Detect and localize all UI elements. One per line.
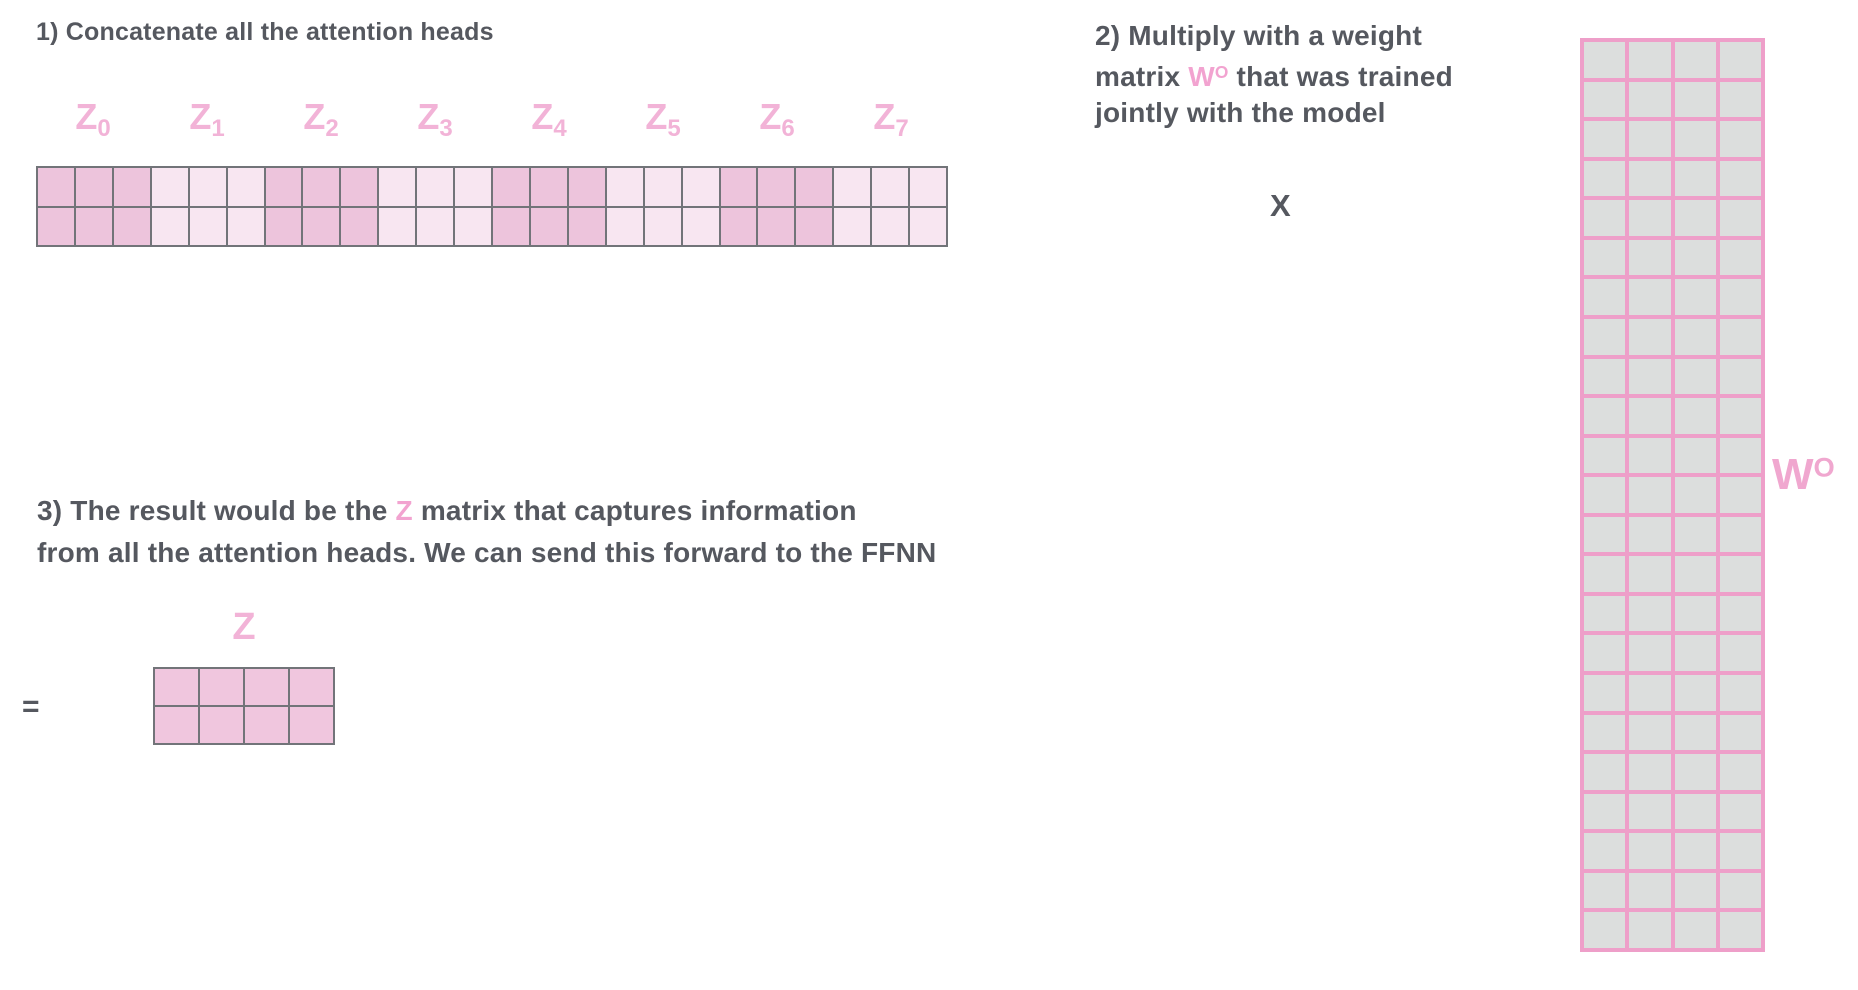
- head-label-sub: 4: [553, 115, 567, 142]
- matrix-cell: [1629, 279, 1670, 315]
- matrix-cell: [1675, 596, 1716, 632]
- step1-title: 1) Concatenate all the attention heads: [36, 18, 494, 46]
- matrix-cell: [1675, 635, 1716, 671]
- matrix-cell: [417, 208, 453, 246]
- step3-title: [37, 490, 936, 574]
- matrix-cell: [1720, 794, 1761, 830]
- matrix-cell: [1584, 715, 1625, 751]
- wo-matrix-label: [1772, 450, 1835, 500]
- wo-label-sup: O: [1813, 451, 1835, 483]
- head-label-base: Z: [189, 96, 212, 137]
- matrix-cell: [1675, 477, 1716, 513]
- matrix-cell: [455, 208, 491, 246]
- matrix-cell: [190, 208, 226, 246]
- equals-operator: =: [22, 690, 40, 723]
- matrix-cell: [76, 168, 112, 206]
- matrix-cell: [1629, 200, 1670, 236]
- matrix-cell: [1584, 635, 1625, 671]
- matrix-cell: [266, 208, 302, 246]
- matrix-cell: [1675, 517, 1716, 553]
- matrix-cell: [1629, 121, 1670, 157]
- matrix-cell: [1584, 121, 1625, 157]
- matrix-cell: [1720, 912, 1761, 948]
- multiply-operator: X: [1270, 188, 1291, 223]
- matrix-cell: [379, 168, 415, 206]
- matrix-cell: [1675, 240, 1716, 276]
- matrix-cell: [683, 168, 719, 206]
- matrix-cell: [645, 208, 681, 246]
- matrix-cell: [190, 168, 226, 206]
- head-label-base: Z: [303, 96, 326, 137]
- matrix-cell: [1675, 754, 1716, 790]
- matrix-cell: [152, 168, 188, 206]
- head-labels-row: [36, 94, 948, 144]
- step3-line1-before: 3) The result would be the: [37, 495, 396, 526]
- matrix-cell: [114, 168, 150, 206]
- matrix-cell: [1629, 438, 1670, 474]
- matrix-cell: [531, 208, 567, 246]
- matrix-cell: [228, 208, 264, 246]
- matrix-cell: [569, 208, 605, 246]
- matrix-cell: [1675, 359, 1716, 395]
- matrix-cell: [1720, 279, 1761, 315]
- step2-title-line1: 2) Multiply with a weight: [1095, 20, 1422, 51]
- head-label-sub: 7: [895, 115, 909, 142]
- matrix-cell: [1629, 715, 1670, 751]
- matrix-cell: [1584, 556, 1625, 592]
- matrix-cell: [531, 168, 567, 206]
- matrix-cell: [1675, 398, 1716, 434]
- matrix-cell: [1675, 873, 1716, 909]
- matrix-cell: [834, 208, 870, 246]
- matrix-cell: [1720, 240, 1761, 276]
- head-label-sub: 1: [211, 115, 225, 142]
- matrix-cell: [1675, 556, 1716, 592]
- matrix-cell: [493, 208, 529, 246]
- matrix-cell: [645, 168, 681, 206]
- matrix-cell: [1584, 82, 1625, 118]
- head-label-z6: [720, 94, 834, 144]
- head-label-z4: [492, 94, 606, 144]
- matrix-cell: [1629, 596, 1670, 632]
- matrix-cell: [1720, 200, 1761, 236]
- matrix-cell: [1675, 42, 1716, 78]
- matrix-cell: [1629, 873, 1670, 909]
- step2-title-line3: jointly with the model: [1095, 96, 1386, 128]
- matrix-cell: [1720, 121, 1761, 157]
- matrix-cell: [1675, 794, 1716, 830]
- matrix-cell: [290, 669, 333, 705]
- matrix-cell: [910, 208, 946, 246]
- matrix-cell: [1584, 794, 1625, 830]
- matrix-cell: [1720, 873, 1761, 909]
- step3-title-line2: from all the attention heads. We can send this forward to the FFNN: [37, 537, 937, 568]
- matrix-cell: [379, 208, 415, 246]
- matrix-cell: [1675, 121, 1716, 157]
- matrix-cell: [607, 208, 643, 246]
- matrix-cell: [758, 208, 794, 246]
- matrix-cell: [1629, 42, 1670, 78]
- matrix-cell: [1720, 596, 1761, 632]
- head-label-z5: [606, 94, 720, 144]
- matrix-cell: [1629, 754, 1670, 790]
- matrix-cell: [721, 168, 757, 206]
- matrix-cell: [1584, 359, 1625, 395]
- wo-inline-sup: O: [1214, 62, 1229, 82]
- head-label-sub: 3: [439, 115, 453, 142]
- matrix-cell: [1720, 359, 1761, 395]
- matrix-cell: [1584, 675, 1625, 711]
- matrix-cell: [1675, 675, 1716, 711]
- matrix-cell: [245, 707, 288, 743]
- matrix-cell: [1675, 319, 1716, 355]
- matrix-cell: [1584, 754, 1625, 790]
- matrix-cell: [341, 208, 377, 246]
- matrix-cell: [200, 669, 243, 705]
- head-label-base: Z: [759, 96, 782, 137]
- step2-line2-before: matrix: [1095, 60, 1189, 92]
- matrix-cell: [76, 208, 112, 246]
- matrix-cell: [1629, 833, 1670, 869]
- head-label-base: Z: [873, 96, 896, 137]
- matrix-cell: [872, 168, 908, 206]
- matrix-cell: [1720, 398, 1761, 434]
- matrix-cell: [1675, 715, 1716, 751]
- step2-title: [1095, 18, 1453, 131]
- matrix-cell: [1720, 635, 1761, 671]
- matrix-cell: [455, 168, 491, 206]
- matrix-cell: [1720, 319, 1761, 355]
- matrix-cell: [1720, 517, 1761, 553]
- matrix-cell: [721, 208, 757, 246]
- matrix-cell: [38, 208, 74, 246]
- matrix-cell: [796, 168, 832, 206]
- wo-label-base: W: [1772, 450, 1814, 499]
- head-label-z1: [150, 94, 264, 144]
- matrix-cell: [303, 168, 339, 206]
- head-label-sub: 2: [325, 115, 339, 142]
- matrix-cell: [1629, 517, 1670, 553]
- step2-title-line2: [1095, 54, 1453, 95]
- matrix-cell: [1629, 161, 1670, 197]
- matrix-cell: [1629, 359, 1670, 395]
- matrix-cell: [872, 208, 908, 246]
- head-label-base: Z: [531, 96, 554, 137]
- matrix-cell: [1584, 279, 1625, 315]
- matrix-cell: [1629, 319, 1670, 355]
- matrix-cell: [200, 707, 243, 743]
- matrix-cell: [1584, 873, 1625, 909]
- matrix-cell: [1720, 477, 1761, 513]
- step3-line1-after: matrix that captures information: [412, 495, 857, 526]
- matrix-cell: [266, 168, 302, 206]
- matrix-cell: [1720, 715, 1761, 751]
- matrix-cell: [303, 208, 339, 246]
- matrix-cell: [1629, 398, 1670, 434]
- matrix-cell: [1675, 161, 1716, 197]
- matrix-cell: [1584, 200, 1625, 236]
- matrix-cell: [38, 168, 74, 206]
- matrix-cell: [758, 168, 794, 206]
- matrix-cell: [1584, 161, 1625, 197]
- matrix-cell: [1584, 319, 1625, 355]
- matrix-cell: [1584, 517, 1625, 553]
- matrix-cell: [493, 168, 529, 206]
- head-label-base: Z: [75, 96, 98, 137]
- matrix-cell: [290, 707, 333, 743]
- matrix-cell: [1675, 279, 1716, 315]
- head-label-sub: 6: [781, 115, 795, 142]
- matrix-cell: [1584, 438, 1625, 474]
- head-label-z2: [264, 94, 378, 144]
- matrix-cell: [1629, 794, 1670, 830]
- matrix-cell: [1629, 635, 1670, 671]
- matrix-cell: [1629, 477, 1670, 513]
- matrix-cell: [1629, 82, 1670, 118]
- matrix-cell: [1629, 675, 1670, 711]
- matrix-cell: [607, 168, 643, 206]
- matrix-cell: [341, 168, 377, 206]
- step2-line2-after: that was trained: [1228, 60, 1453, 92]
- matrix-cell: [910, 168, 946, 206]
- head-label-z3: [378, 94, 492, 144]
- matrix-cell: [1584, 477, 1625, 513]
- matrix-cell: [228, 168, 264, 206]
- matrix-cell: [1720, 833, 1761, 869]
- matrix-cell: [1584, 912, 1625, 948]
- matrix-cell: [1584, 42, 1625, 78]
- head-label-z7: [834, 94, 948, 144]
- matrix-cell: [796, 208, 832, 246]
- z-result-matrix: [153, 667, 335, 745]
- step3-title-line1: [37, 490, 936, 532]
- matrix-cell: [1629, 912, 1670, 948]
- z-inline-symbol: Z: [395, 495, 413, 526]
- matrix-cell: [1675, 912, 1716, 948]
- head-label-base: Z: [645, 96, 668, 137]
- head-label-sub: 5: [667, 115, 681, 142]
- matrix-cell: [1629, 556, 1670, 592]
- matrix-cell: [1720, 675, 1761, 711]
- matrix-cell: [1720, 161, 1761, 197]
- head-label-z0: [36, 94, 150, 144]
- matrix-cell: [245, 669, 288, 705]
- matrix-cell: [1675, 200, 1716, 236]
- matrix-cell: [155, 669, 198, 705]
- wo-inline-base: W: [1188, 60, 1215, 92]
- head-label-sub: 0: [97, 115, 111, 142]
- wo-weight-matrix: [1580, 38, 1765, 952]
- head-label-base: Z: [417, 96, 440, 137]
- z-result-label: Z: [232, 606, 256, 648]
- matrix-cell: [683, 208, 719, 246]
- matrix-cell: [1675, 833, 1716, 869]
- matrix-cell: [155, 707, 198, 743]
- matrix-cell: [1584, 833, 1625, 869]
- matrix-cell: [1584, 240, 1625, 276]
- matrix-cell: [1720, 82, 1761, 118]
- matrix-cell: [569, 168, 605, 206]
- matrix-cell: [1720, 438, 1761, 474]
- matrix-cell: [1675, 82, 1716, 118]
- wo-inline-symbol: [1188, 61, 1228, 92]
- matrix-cell: [152, 208, 188, 246]
- matrix-cell: [1675, 438, 1716, 474]
- matrix-cell: [1720, 42, 1761, 78]
- concatenated-heads-matrix: [36, 166, 948, 247]
- matrix-cell: [1584, 398, 1625, 434]
- matrix-cell: [834, 168, 870, 206]
- matrix-cell: [1720, 754, 1761, 790]
- matrix-cell: [114, 208, 150, 246]
- matrix-cell: [1584, 596, 1625, 632]
- matrix-cell: [1720, 556, 1761, 592]
- matrix-cell: [1629, 240, 1670, 276]
- matrix-cell: [417, 168, 453, 206]
